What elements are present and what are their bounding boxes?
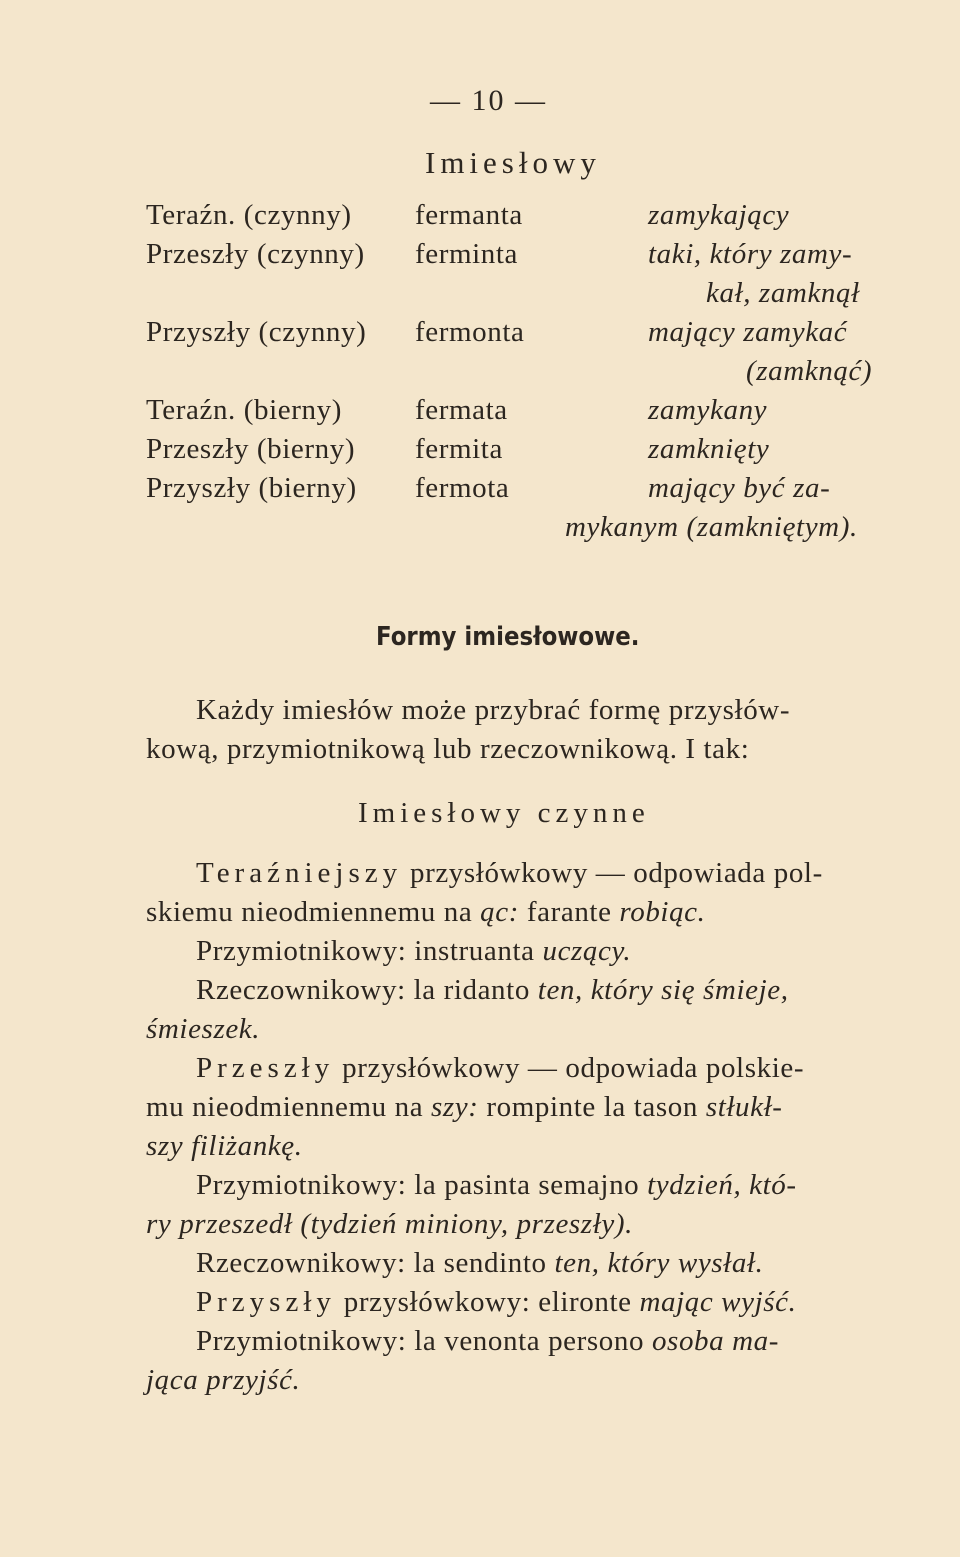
row-form: Teraźn. (bierny) [146, 394, 342, 426]
paragraph-line [146, 1091, 783, 1124]
paragraph-line: śmieszek. [146, 1013, 261, 1045]
lead-term: Przeszły [196, 1052, 335, 1084]
lead-term: Przyszły [196, 1286, 336, 1318]
label: Rzeczownikowy: [196, 974, 406, 1006]
page-number: — 10 — [430, 84, 547, 117]
row-meaning-cont: mykanym (zamkniętym). [565, 511, 858, 543]
text: przysłówkowy — odpowiada pol- [409, 857, 823, 889]
row-form: Przyszły (czynny) [146, 316, 367, 348]
subheading: Imiesłowy czynne [358, 797, 650, 829]
row-meaning: zamykający [648, 199, 790, 231]
label: Przymiotnikowy: [196, 1169, 407, 1201]
row-form: Teraźn. (czynny) [146, 199, 352, 231]
text: przysłówkowy — odpowiada polskie- [342, 1052, 805, 1084]
row-form: Przyszły (bierny) [146, 472, 357, 504]
row-meaning: mający zamykać [648, 316, 848, 348]
row-esperanto: fermonta [415, 316, 525, 348]
paragraph-line [196, 974, 789, 1007]
paragraph-line: jąca przyjść. [146, 1364, 301, 1396]
paragraph-line [196, 1286, 796, 1319]
paragraph-line [196, 1169, 797, 1202]
polish-translation: uczący. [542, 935, 632, 967]
polish-translation: tydzień, któ- [647, 1169, 797, 1201]
paragraph-line [196, 1325, 779, 1358]
polish-translation: osoba ma- [651, 1325, 779, 1357]
label: Przymiotnikowy: [196, 1325, 407, 1357]
polish-translation: ten, który się śmieje, [537, 974, 789, 1006]
label: Rzeczownikowy: [196, 1247, 406, 1279]
esperanto-example: la ridanto [413, 974, 530, 1006]
row-esperanto: ferminta [415, 238, 519, 270]
paragraph-line [146, 896, 706, 929]
esperanto-example: elironte [538, 1286, 632, 1318]
row-form: Przeszły (bierny) [146, 433, 356, 465]
esperanto-example: la pasinta semajno [414, 1169, 640, 1201]
esperanto-example: la venonta persono [414, 1325, 645, 1357]
intro-line: Każdy imiesłów może przybrać formę przysłów- [196, 694, 791, 726]
esperanto-example: instruanta [414, 935, 535, 967]
paragraph-line: szy filiżankę. [146, 1130, 303, 1162]
row-meaning: zamykany [648, 394, 768, 426]
esperanto-example: farante [526, 896, 612, 928]
esperanto-example: rompinte la tason [486, 1091, 698, 1123]
polish-translation: robiąc. [619, 896, 706, 928]
esperanto-example: la sendinto [413, 1247, 547, 1279]
row-meaning: taki, który zamy- [648, 238, 853, 270]
suffix: szy: [431, 1091, 479, 1123]
text: mu nieodmiennemu na [146, 1091, 424, 1123]
paragraph-line [196, 1247, 763, 1280]
row-esperanto: fermota [415, 472, 510, 504]
paragraph-line: ry przeszedł (tydzień miniony, przeszły). [146, 1208, 633, 1240]
suffix: ąc: [480, 896, 519, 928]
row-form: Przeszły (czynny) [146, 238, 365, 270]
text: skiemu nieodmiennemu na [146, 896, 473, 928]
polish-translation: mając wyjść. [639, 1286, 797, 1318]
row-meaning: mający być za- [648, 472, 831, 504]
row-esperanto: fermata [415, 394, 508, 426]
row-meaning-cont: kał, zamknął [706, 277, 860, 309]
row-meaning-cont: (zamknąć) [746, 355, 873, 387]
paragraph-line [196, 857, 823, 890]
table-title: Imiesłowy [425, 145, 601, 180]
section-heading: Formy imiesłowowe. [376, 622, 640, 652]
polish-translation: ten, który wysłał. [554, 1247, 764, 1279]
row-meaning: zamknięty [648, 433, 770, 465]
lead-term: Teraźniejszy [196, 857, 403, 889]
label: Przymiotnikowy: [196, 935, 407, 967]
row-esperanto: fermanta [415, 199, 523, 231]
intro-line: kową, przymiotnikową lub rzeczownikową. I tak: [146, 733, 750, 765]
row-esperanto: fermita [415, 433, 503, 465]
paragraph-line [196, 935, 631, 968]
text: przysłówkowy: [343, 1286, 531, 1318]
polish-translation: stłukł- [705, 1091, 783, 1123]
paragraph-line [196, 1052, 804, 1085]
